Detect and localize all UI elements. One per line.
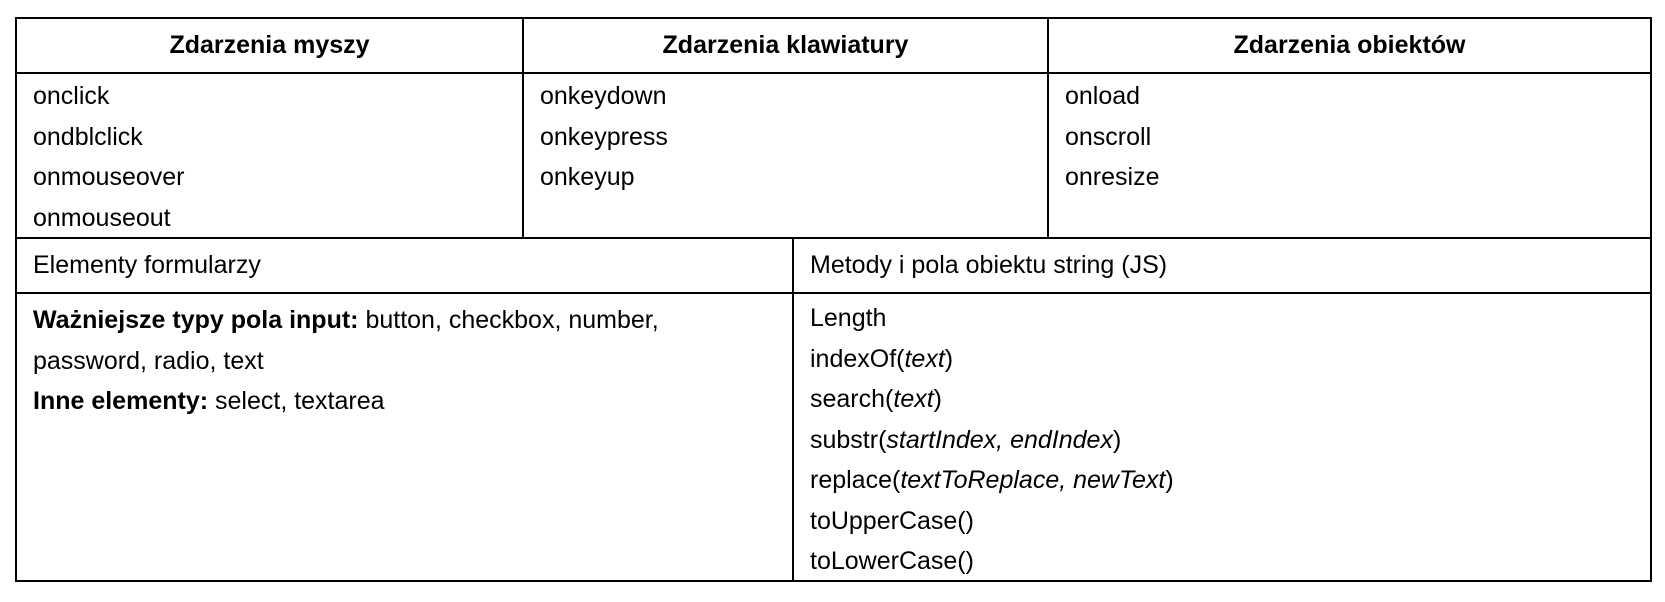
keyboard-events-list xyxy=(540,76,1039,198)
object-events-cell xyxy=(1049,74,1650,237)
header-mouse-events: Zdarzenia myszy xyxy=(169,31,370,59)
method-close: ) xyxy=(1165,466,1174,494)
list-item: ondblclick xyxy=(33,122,143,151)
keyboard-events-cell xyxy=(524,74,1049,237)
list-item: onscroll xyxy=(1065,122,1152,151)
method-name: indexOf( xyxy=(810,344,905,373)
method-close: ) xyxy=(1112,425,1122,454)
method-indexof xyxy=(810,339,1642,380)
method-replace xyxy=(810,460,1642,501)
header-object-events: Zdarzenia obiektów xyxy=(1233,31,1466,59)
method-name: replace( xyxy=(810,466,901,494)
method-close: ) xyxy=(933,385,942,413)
details-row xyxy=(17,294,1650,580)
method-args: startIndex, endIndex xyxy=(886,425,1113,454)
string-methods-cell xyxy=(794,294,1650,580)
header-cell-object xyxy=(1049,19,1650,72)
method-name: substr( xyxy=(810,425,887,454)
input-types-value: button, checkbox, number, password, radio, text xyxy=(33,306,659,375)
method-name: search( xyxy=(810,385,894,413)
header-cell-keyboard xyxy=(524,19,1049,72)
mouse-events-list xyxy=(33,76,514,238)
list-item: onkeyup xyxy=(540,163,635,191)
method-length: Length xyxy=(810,304,887,332)
input-types-label: Ważniejsze typy pola input: xyxy=(33,306,359,334)
other-elements-value: select, textarea xyxy=(208,387,385,415)
list-item: onload xyxy=(1065,82,1141,110)
object-events-list xyxy=(1065,76,1642,198)
header-cell-mouse xyxy=(17,19,524,72)
method-substr xyxy=(810,420,1642,461)
form-elements-text xyxy=(33,300,772,422)
header-keyboard-events: Zdarzenia klawiatury xyxy=(662,31,909,59)
list-item: onresize xyxy=(1065,163,1160,191)
form-elements-title-cell xyxy=(17,239,794,292)
list-item: onclick xyxy=(33,82,110,110)
table-header-row xyxy=(17,19,1650,74)
string-methods-title-cell xyxy=(794,239,1650,292)
list-item: onkeypress xyxy=(540,122,668,151)
other-elements-label: Inne elementy: xyxy=(33,387,209,415)
list-item: onkeydown xyxy=(540,82,667,110)
string-methods-list xyxy=(810,298,1642,582)
string-methods-title: Metody i pola obiektu string (JS) xyxy=(810,251,1168,279)
method-tolowercase: toLowerCase() xyxy=(810,547,974,575)
form-elements-cell xyxy=(17,294,794,580)
other-elements-paragraph xyxy=(33,381,772,422)
list-item: onmouseover xyxy=(33,163,185,191)
list-item: onmouseout xyxy=(33,203,171,232)
subheader-row xyxy=(17,239,1650,294)
form-elements-title: Elementy formularzy xyxy=(33,251,261,279)
method-search xyxy=(810,379,1642,420)
method-close: ) xyxy=(944,344,954,373)
method-args: textToReplace, newText xyxy=(900,466,1166,494)
events-row xyxy=(17,74,1650,239)
events-reference-table xyxy=(15,17,1652,582)
mouse-events-cell xyxy=(17,74,524,237)
input-types-paragraph xyxy=(33,300,772,381)
method-touppercase: toUpperCase() xyxy=(810,506,974,535)
method-args: text xyxy=(893,385,934,413)
method-args: text xyxy=(904,344,945,373)
